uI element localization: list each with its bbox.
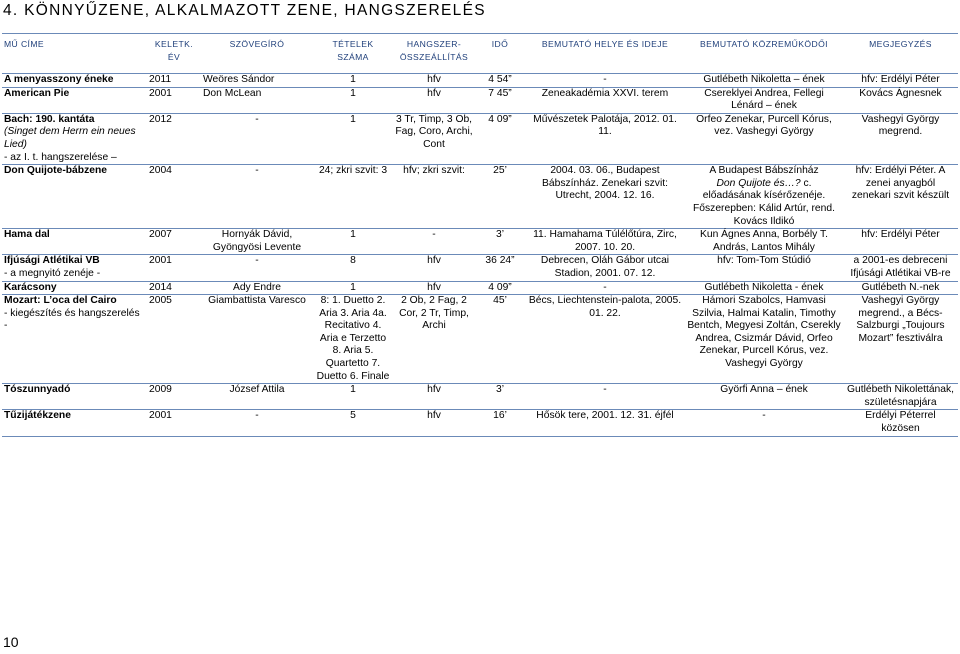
work-scoring: hfv; zkri szvit: <box>403 165 465 177</box>
work-year: 2001 <box>149 410 172 422</box>
work-notes: a 2001-es debreceni Ifjúsági Atlétikai VB-re <box>850 255 951 279</box>
work-performers: Hámori Szabolcs, Hamvasi Szilvia, Halmai Katalin, Timothy Bentch, Megyesi Zoltán, Cserekly Andrea, Csizmár Dávid, Orfeo Zenekar, Purcell Kórus, vez. Vashegyi György <box>687 295 841 370</box>
work-lyricist: József Attila <box>229 384 285 396</box>
work-notes: hfv: Erdélyi Péter. A zenei anyagból zenekari szvit készült <box>851 165 950 202</box>
work-year: 2014 <box>149 281 172 293</box>
work-scoring: 2 Ob, 2 Fag, 2 Cor, 2 Tr, Timp, Archi <box>399 295 469 332</box>
work-duration: 4 54” <box>488 74 512 85</box>
work-parts: 5 <box>350 410 356 422</box>
table-row <box>2 229 958 255</box>
page-title: 4. KÖNNYŰZENE, ALKALMAZOTT ZENE, HANGSZERELÉS <box>3 2 486 19</box>
work-lyricist: Don McLean <box>203 87 262 99</box>
work-scoring: hfv <box>427 87 441 99</box>
header-title: MŰ CÍME <box>4 39 45 49</box>
work-scoring: hfv <box>427 74 441 85</box>
header-notes: MEGJEGYZÉS <box>869 39 932 49</box>
work-scoring: 3 Tr, Timp, 3 Ob, Fag, Coro, Archi, Cont <box>395 113 473 150</box>
work-duration: 16’ <box>493 410 507 422</box>
work-parts: 1 <box>350 384 356 396</box>
work-performers: Gutlébeth Nikoletta – ének <box>703 74 825 85</box>
work-premiere: - <box>603 384 607 396</box>
work-parts: 1 <box>350 87 356 99</box>
work-performers: hfv: Tom-Tom Stúdió <box>717 255 811 267</box>
work-performers: Orfeo Zenekar, Purcell Kórus, vez. Vashegyi György <box>696 113 832 138</box>
header-rule <box>2 33 958 34</box>
work-performers: - <box>762 410 766 422</box>
work-lyricist: Weöres Sándor <box>203 74 275 85</box>
work-parts: 1 <box>350 74 356 85</box>
work-parts: 1 <box>350 281 356 293</box>
table-row <box>2 87 958 113</box>
table-row <box>2 74 958 88</box>
table-row <box>2 255 958 281</box>
work-scoring: hfv <box>427 410 441 422</box>
work-duration: 4 09” <box>488 113 512 125</box>
work-title: Tűzijátékzene <box>4 410 71 422</box>
work-duration: 3’ <box>495 384 504 396</box>
work-parts: 8: 1. Duetto 2. Aria 3. Aria 4a. Recitativo 4. Aria e Terzetto 8. Aria 5. Quartetto 7. Duetto 6. Finale <box>316 295 390 382</box>
work-year: 2007 <box>149 229 172 241</box>
work-title: Don Quijote-bábzene <box>4 165 107 177</box>
work-title: A menyasszony éneke <box>4 74 114 85</box>
work-scoring: hfv <box>427 384 441 396</box>
table-header <box>2 36 958 74</box>
header-premiere: BEMUTATÓ HELYE ÉS IDEJE <box>541 39 669 49</box>
work-year: 2005 <box>149 295 172 307</box>
work-year: 2011 <box>149 74 172 85</box>
work-duration: 25’ <box>493 165 507 177</box>
work-lyricist: - <box>255 255 259 267</box>
work-year: 2001 <box>149 255 172 267</box>
work-year: 2004 <box>149 165 172 177</box>
work-duration: 3’ <box>495 229 504 241</box>
table-row <box>2 165 958 229</box>
work-premiere: Bécs, Liechtenstein-palota, 2005. 01. 22. <box>528 295 682 319</box>
work-duration: 36 24” <box>485 255 515 267</box>
work-performers: Gutlébeth Nikoletta - ének <box>704 281 824 293</box>
work-year: 2001 <box>149 87 172 99</box>
work-subtitle: (Singet dem Herrn ein neues Lied) <box>4 126 136 150</box>
work-scoring: hfv <box>427 281 441 293</box>
table-row <box>2 295 958 384</box>
work-performers: Györfi Anna – ének <box>720 384 808 396</box>
work-premiere: Debrecen, Oláh Gábor utcai Stadion, 2001. 07. 12. <box>540 255 670 279</box>
work-parts: 24; zkri szvit: 3 <box>318 165 388 177</box>
header-lyricist: SZÖVEGÍRÓ <box>229 39 285 49</box>
work-premiere: 2004. 03. 06., Budapest Bábszínház. Zenekari szvit: Utrecht, 2004. 12. 16. <box>542 165 668 202</box>
work-parts: 1 <box>350 113 356 125</box>
work-year: 2012 <box>149 113 172 125</box>
work-title: American Pie <box>4 87 70 99</box>
work-performers: A Budapest Bábszínház Don Quijote és…? c. előadásának kísérőzenéje. Főszerepben: Kálid Artúr, rend. Kovács Ildikó <box>693 165 835 227</box>
work-lyricist: Hornyák Dávid, Gyöngyösi Levente <box>212 229 302 253</box>
work-year: 2009 <box>149 384 172 396</box>
table-row <box>2 281 958 295</box>
table-row <box>2 384 958 410</box>
work-lyricist: - <box>255 165 259 177</box>
work-premiere: - <box>603 281 607 293</box>
work-notes: Erdélyi Péterrel közösen <box>865 410 936 435</box>
work-title-cell <box>2 295 147 384</box>
header-performers: BEMUTATÓ KÖZREMŰKÖDŐI <box>700 39 828 49</box>
work-performers: Csereklyei Andrea, Fellegi Lénárd – ének <box>704 87 824 112</box>
work-notes: Gutlébeth N.-nek <box>861 281 940 293</box>
work-parts: 1 <box>350 229 356 241</box>
work-scoring: - <box>432 229 436 241</box>
table-row <box>2 113 958 164</box>
work-notes: Vashegyi György megrend., a Bécs-Salzburgi „Toujours Mozart” fesztiválra <box>856 295 945 344</box>
work-notes: Kovács Ágnesnek <box>859 87 942 99</box>
work-scoring: hfv <box>427 255 441 267</box>
work-subtitle: - kiegészítés és hangszerelés - <box>4 307 140 332</box>
work-title: Bach: 190. kantáta <box>4 113 95 125</box>
work-notes: hfv: Erdélyi Péter <box>861 74 940 85</box>
work-premiere: Művészetek Palotája, 2012. 01. 11. <box>533 113 677 138</box>
work-title-cell <box>2 255 147 281</box>
work-premiere: - <box>603 74 607 85</box>
work-premiere: Zeneakadémia XXVI. terem <box>541 87 669 99</box>
table-row <box>2 410 958 436</box>
work-lyricist: Ady Endre <box>232 281 282 293</box>
work-title: Karácsony <box>4 281 57 293</box>
work-title: Tószunnyadó <box>4 384 71 396</box>
work-title: Hama dal <box>4 229 50 241</box>
work-lyricist: - <box>255 113 259 125</box>
work-premiere: 11. Hamahama Túlélőtúra, Zirc, 2007. 10. 20. <box>533 229 677 253</box>
page-number: 10 <box>3 634 19 650</box>
work-premiere: Hősök tere, 2001. 12. 31. éjfél <box>536 410 674 422</box>
work-subtitle: - a megnyitó zenéje - <box>4 267 101 279</box>
work-parts: 8 <box>350 255 356 267</box>
work-notes: Gutlébeth Nikolettának, születésnapjára <box>846 384 955 408</box>
work-lyricist: Giambattista Varesco <box>208 295 306 307</box>
header-scoring: HANGSZER- ÖSSZEÁLLÍTÁS <box>399 39 469 62</box>
header-duration: IDŐ <box>491 39 509 49</box>
work-duration: 45’ <box>493 295 507 307</box>
work-title-cell <box>2 113 147 164</box>
works-table <box>2 36 958 437</box>
work-performers: Kun Ágnes Anna, Borbély T. András, Lantos Mihály <box>699 229 829 253</box>
header-parts: TÉTELEK SZÁMA <box>332 39 374 62</box>
work-duration: 7 45” <box>488 87 512 99</box>
work-duration: 4 09” <box>488 281 512 293</box>
work-title: Mozart: L’oca del Cairo <box>4 295 117 307</box>
work-notes: hfv: Erdélyi Péter <box>861 229 940 241</box>
work-title: Ifjúsági Atlétikai VB <box>4 255 100 267</box>
work-subtitle-extra: - az I. t. hangszerelése – <box>4 151 117 163</box>
header-year: KELETK. ÉV <box>154 39 194 62</box>
work-notes: Vashegyi György megrend. <box>861 113 940 138</box>
work-lyricist: - <box>255 410 259 422</box>
